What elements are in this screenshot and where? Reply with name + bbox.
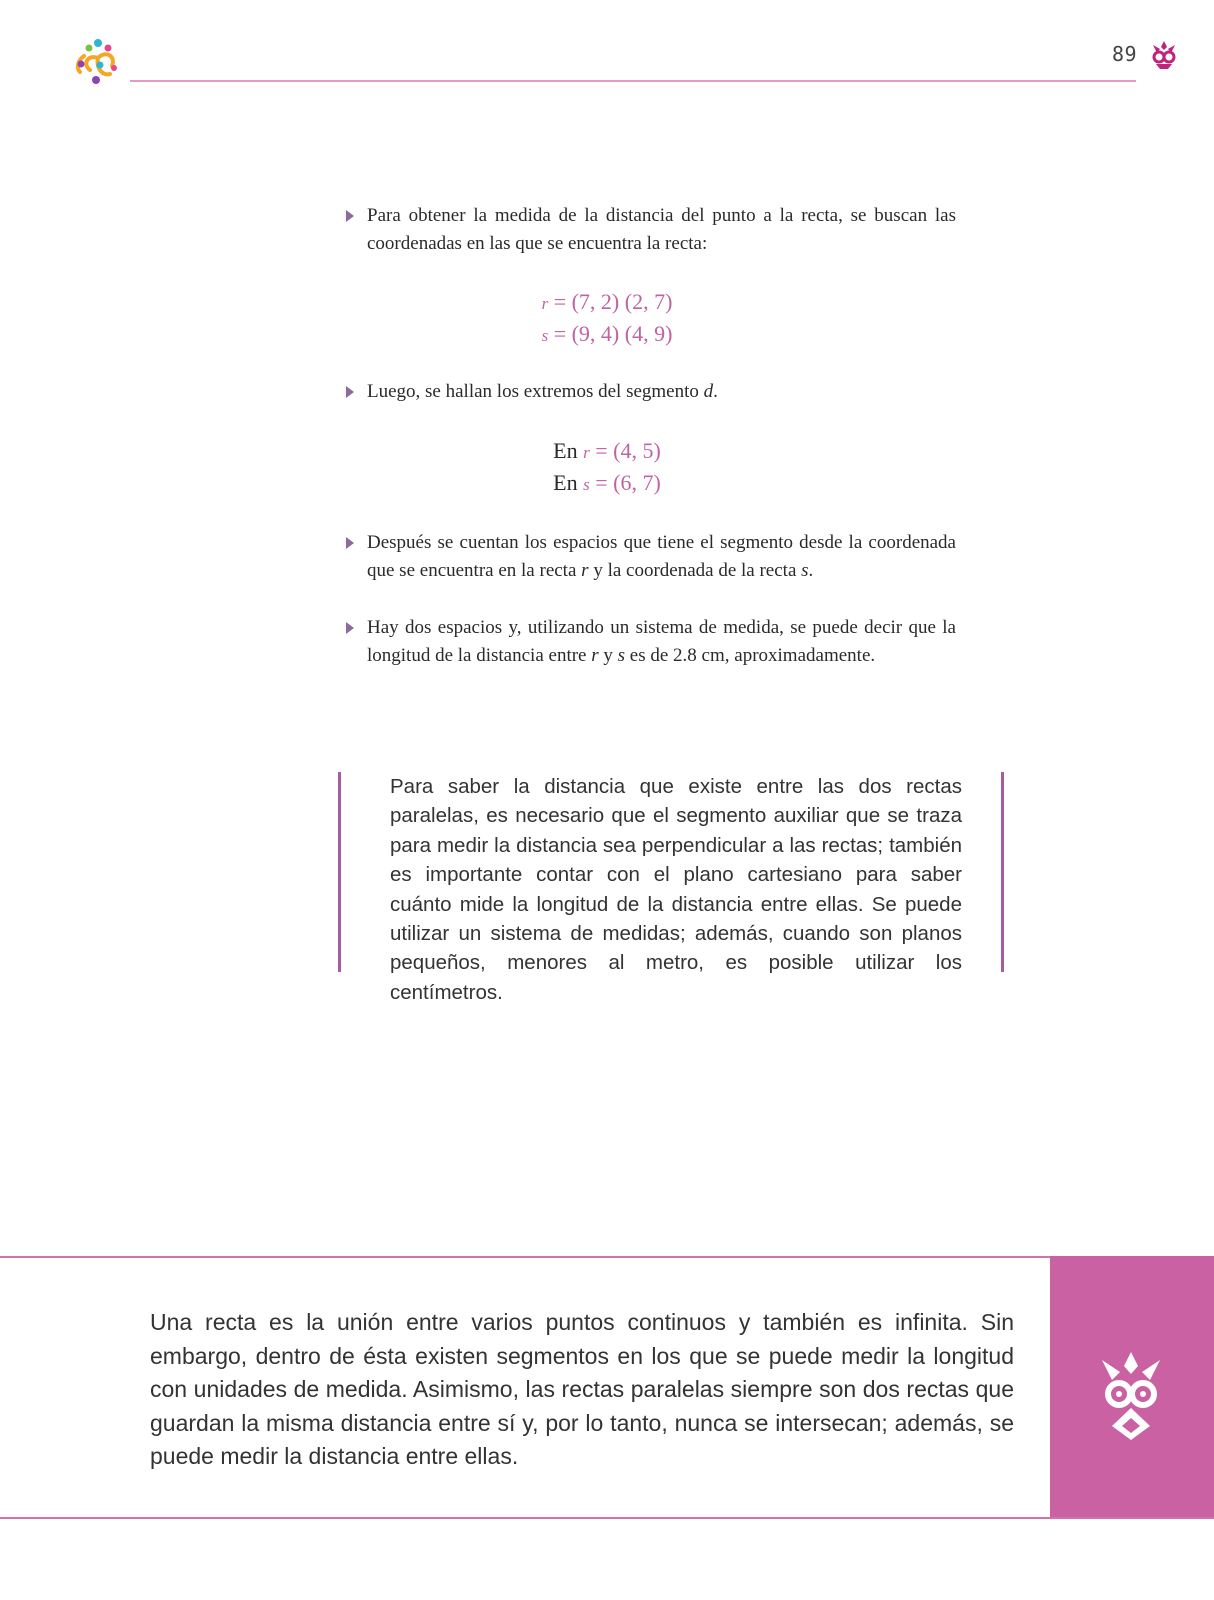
summary-text: Una recta es la unión entre varios puntos continuos y también es infinita. Sin embargo, dentro de ésta existen segmentos en los que se puede medir la longitud con unidades de medida. Asimismo, las rectas paralelas siempre son dos rectas que guardan la misma distancia entre sí y, por lo tanto, nunca se intersecan; además, se puede medir la distancia entre ellas. — [150, 1309, 1014, 1469]
floral-ornament-icon — [1150, 40, 1178, 70]
header-rule — [130, 80, 1136, 82]
formula-r-line: r = (7, 2) (2, 7) — [541, 289, 673, 314]
summary-bottom-rule — [0, 1517, 1214, 1519]
formula-s-line: s = (9, 4) (4, 9) — [541, 321, 673, 346]
triangle-bullet-icon — [346, 622, 354, 634]
step-segment-ends — [346, 378, 956, 406]
floral-ornament-icon — [1098, 1350, 1164, 1440]
summary-top-rule — [0, 1256, 1050, 1258]
step-count-spaces — [346, 529, 956, 585]
step-text: Hay dos espacios y, utilizando un sistema de medida, se puede decir que la longitud de la distancia entre r y s es de 2.8 cm, aproximadamente. — [367, 617, 956, 666]
note-text: Para saber la distancia que existe entre las dos rectas paralelas, es necesario que el segmento auxiliar que se traza para medir la distancia sea perpendicular a las rectas; también es importante contar con el plano cartesiano para saber cuánto mide la longitud de la distancia entre ellas. Se puede utilizar un sistema de medidas; además, cuando son planos pequeños, menores al metro, es posible utilizar los centímetros. — [390, 775, 962, 1004]
logo-icon — [70, 34, 126, 86]
step-coordinates — [346, 202, 956, 258]
step-text: Después se cuentan los espacios que tiene el segmento desde la coordenada que se encuentra en la recta r y la coordenada de la recta s. — [367, 532, 956, 581]
triangle-bullet-icon — [346, 386, 354, 398]
step-result — [346, 614, 956, 670]
step-text: Luego, se hallan los extremos del segmento d. — [367, 381, 718, 402]
note-bar-right — [1001, 772, 1004, 972]
page-number: 89 — [1112, 42, 1138, 66]
step-text: Para obtener la medida de la distancia del punto a la recta, se buscan las coordenadas en las que se encuentra la recta: — [367, 205, 956, 254]
note-bar-left — [338, 772, 341, 972]
formula-r-point: En r = (4, 5) — [553, 438, 661, 463]
triangle-bullet-icon — [346, 537, 354, 549]
note-box — [338, 772, 1004, 1004]
triangle-bullet-icon — [346, 210, 354, 222]
formula-s-point: En s = (6, 7) — [553, 470, 661, 495]
